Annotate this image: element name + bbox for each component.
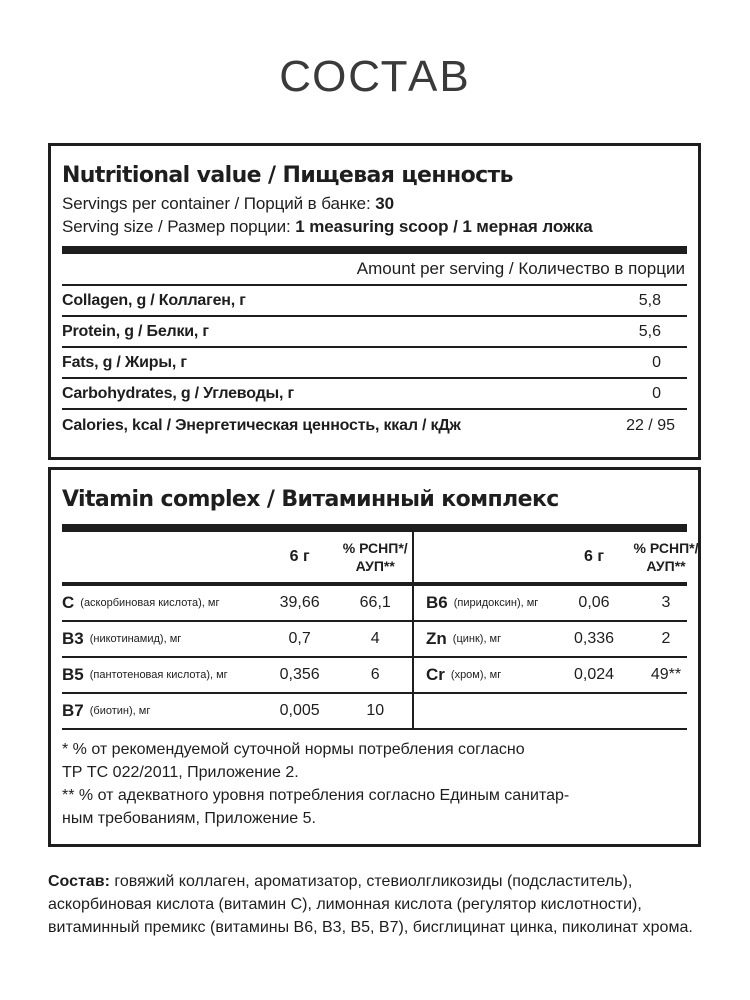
vitamin-desc: (пиридоксин), мг	[453, 597, 539, 609]
vitamin-percent: 49**	[650, 666, 682, 683]
row-label: Protein, g / Белки, г	[62, 322, 209, 340]
vitamin-table	[62, 524, 699, 730]
row-value: 0	[652, 384, 661, 402]
vitamin-name	[62, 658, 261, 692]
vitamin-desc: (аскорбиновая кислота), мг	[80, 597, 220, 609]
vitamin-desc: (цинк), мг	[452, 633, 502, 645]
row-value: 22 / 95	[626, 416, 675, 434]
vitamin-desc: (никотинамид), мг	[89, 633, 182, 645]
vitamin-left-cell	[62, 658, 414, 692]
footnotes	[62, 738, 687, 830]
serving-size-label: Serving size / Размер порции:	[62, 217, 296, 236]
vitamin-left-cell	[62, 622, 414, 656]
amount-per-serving-header: Amount per serving / Количество в порции	[62, 254, 687, 286]
vitamin-desc: (биотин), мг	[89, 705, 151, 717]
header-spacer	[62, 532, 261, 582]
footnote-1-line-2: ТР ТС 022/2011, Приложение 2.	[62, 764, 299, 781]
vitamin-left-cell	[62, 586, 414, 620]
nutrition-rows	[62, 286, 687, 441]
vitamin-symbol: B5	[62, 665, 84, 684]
row-label: Calories, kcal / Энергетическая ценность, ккал / кДж	[62, 416, 461, 434]
vitamin-row	[62, 658, 687, 694]
nutrition-panel	[48, 143, 701, 460]
vitamin-amount: 0,06	[578, 594, 610, 611]
row-label: Fats, g / Жиры, г	[62, 353, 187, 371]
servings-line	[62, 192, 687, 215]
servings-label: Servings per container / Порций в банке:	[62, 194, 376, 213]
vitamin-desc: (пантотеновая кислота), мг	[89, 669, 228, 681]
vitamin-percent: 4	[370, 630, 380, 647]
serving-size-line	[62, 215, 687, 238]
vitamin-amount: 0,005	[279, 702, 320, 719]
vitamin-row	[62, 694, 687, 730]
row-label: Carbohydrates, g / Углеводы, г	[62, 384, 294, 402]
nutrition-title: Nutritional value / Пищевая ценность	[62, 163, 513, 188]
header-amount: 6 г	[289, 548, 310, 565]
vitamin-symbol: B3	[62, 629, 84, 648]
vitamin-right-cell	[414, 586, 708, 620]
header-amount: 6 г	[583, 548, 604, 565]
nutrition-row-calories	[62, 410, 687, 441]
header-percent-line1: % РСНП*/	[342, 540, 408, 556]
header-percent-line2: АУП**	[646, 558, 686, 574]
header-percent	[624, 532, 708, 582]
nutrition-row-protein	[62, 317, 687, 348]
vitamin-name	[414, 658, 564, 692]
vitamin-percent: 6	[370, 666, 380, 683]
vitamin-name	[62, 586, 261, 620]
ingredients-text	[48, 870, 708, 939]
ingredients-label: Состав:	[48, 873, 110, 890]
vitamin-percent: 2	[661, 630, 671, 647]
vitamin-name	[414, 622, 564, 656]
vitamin-amount: 0,336	[573, 630, 615, 647]
divider-thick	[62, 246, 687, 254]
vitamin-symbol: Cr	[426, 665, 445, 684]
ingredients-list: говяжий коллаген, ароматизатор, стевиолгликозиды (подсластитель), аскорбиновая кислота (витамин С), лимонная кислота (регулятор кислотности), витаминный премикс (витамины В6, В3, В5, В7), бисглицинат цинка, пиколинат хрома.	[48, 873, 693, 936]
vitamin-amount: 0,024	[573, 666, 615, 683]
vitamin-amount: 39,66	[279, 594, 320, 611]
page-title: СОСТАВ	[279, 52, 471, 101]
vitamin-amount: 0,356	[279, 666, 320, 683]
header-percent-line2: АУП**	[355, 558, 395, 574]
vitamin-percent: 66,1	[359, 594, 391, 611]
nutrition-row-carbohydrates	[62, 379, 687, 410]
vitamin-left-cell	[62, 694, 414, 728]
vitamin-right-cell-empty	[414, 694, 687, 728]
header-percent	[338, 532, 412, 582]
header-left	[62, 532, 414, 582]
vitamin-symbol: B6	[426, 593, 448, 612]
vitamin-right-cell	[414, 658, 708, 692]
vitamin-percent: 3	[661, 594, 671, 611]
header-percent-line1: % РСНП*/	[633, 540, 699, 556]
servings-value: 30	[375, 194, 394, 213]
footnote-2-line-1: ** % от адекватного уровня потребления согласно Единым санитар-	[62, 787, 570, 804]
row-value: 5,6	[638, 322, 661, 340]
vitamin-symbol: B7	[62, 701, 84, 720]
row-label: Collagen, g / Коллаген, г	[62, 291, 246, 309]
vitamin-row	[62, 586, 687, 622]
footnote-2-line-2: ным требованиям, Приложение 5.	[62, 810, 316, 827]
vitamin-symbol: C	[62, 593, 75, 612]
vitamin-table-header	[62, 532, 699, 586]
vitamin-name	[62, 622, 261, 656]
vitamin-right-cell	[414, 622, 708, 656]
vitamin-row	[62, 622, 687, 658]
vitamin-percent: 10	[366, 702, 385, 719]
header-spacer	[414, 532, 564, 582]
nutrition-row-collagen	[62, 286, 687, 317]
vitamin-title: Vitamin complex / Витаминный комплекс	[62, 487, 559, 512]
row-value: 0	[652, 353, 661, 371]
footnote-1-line-1: * % от рекомендуемой суточной нормы потребления согласно	[62, 741, 525, 758]
vitamin-desc: (хром), мг	[450, 669, 502, 681]
vitamin-symbol: Zn	[426, 629, 447, 648]
row-value: 5,8	[638, 291, 661, 309]
serving-size-value: 1 measuring scoop / 1 мерная ложка	[295, 217, 593, 236]
header-right	[414, 532, 708, 582]
nutrition-row-fats	[62, 348, 687, 379]
vitamin-name	[414, 586, 564, 620]
vitamin-amount: 0,7	[288, 630, 311, 647]
vitamin-name	[62, 694, 261, 728]
vitamin-panel	[48, 467, 701, 847]
